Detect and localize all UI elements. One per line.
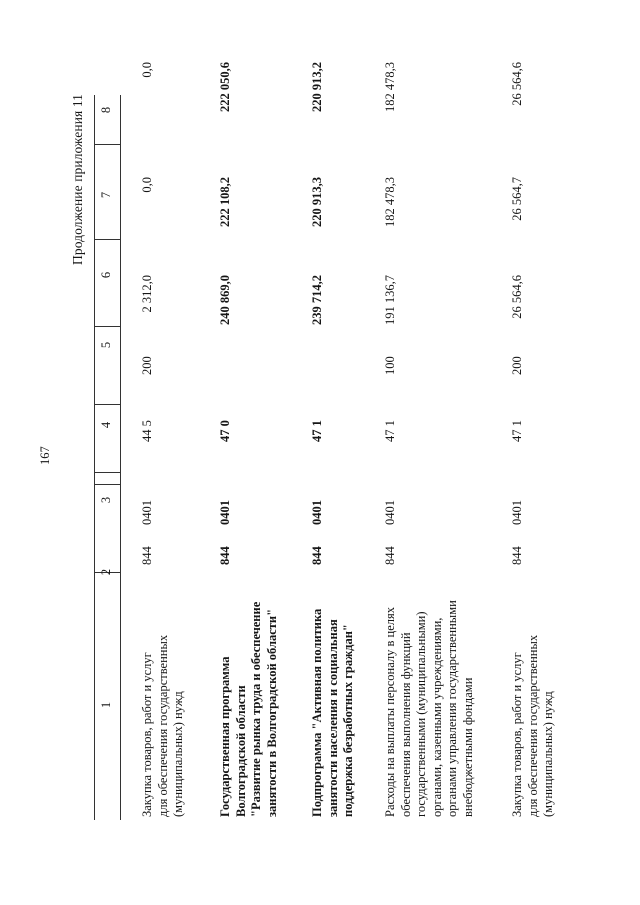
row-3-col4: 47 1 [310,420,324,442]
col-divider-6-7 [94,239,120,240]
row-2-col7: 222 108,2 [218,177,232,227]
table-top-border [94,95,95,820]
row-2-col3: 0401 [218,500,232,525]
row-5-col7: 26 564,7 [510,177,524,221]
col-header-2: 2 [99,568,113,576]
row-5-col5: 200 [510,356,524,375]
row-3-col2: 844 [310,546,324,565]
col-header-3: 3 [99,496,113,504]
row-4-col6: 191 136,7 [383,275,397,325]
row-2-col8: 222 050,6 [218,62,232,112]
row-2-col6: 240 869,0 [218,275,232,325]
col-header-6: 6 [99,271,113,279]
row-1-col2: 844 [140,546,154,565]
row-3-col6: 239 714,2 [310,275,324,325]
row-1-col6: 2 312,0 [140,275,154,313]
row-5-col3: 0401 [510,500,524,525]
row-3-col7: 220 913,3 [310,177,324,227]
col-divider-4-5 [94,404,120,405]
row-4-col8: 182 478,3 [383,62,397,112]
row-1-col7: 0,0 [140,177,154,193]
col-header-4: 4 [99,421,113,429]
row-5-col2: 844 [510,546,524,565]
row-1-col3: 0401 [140,500,154,525]
row-3-col3: 0401 [310,500,324,525]
row-1-col8: 0,0 [140,62,154,78]
col-divider-3-4 [94,472,120,473]
annex-caption: Продолжение приложения 11 [70,93,85,265]
row-4-col2: 844 [383,546,397,565]
row-4-col5: 100 [383,356,397,375]
col-divider-5-6 [94,326,120,327]
row-1-name: Закупка товаров, работ и услуг для обеспечения государственных (муниципальных) нужд [140,634,185,817]
col-divider-7-8 [94,144,120,145]
row-4-col7: 182 478,3 [383,177,397,227]
page-number: 167 [38,446,52,465]
row-3-col8: 220 913,2 [310,62,324,112]
row-1-col4: 44 5 [140,420,154,442]
col-header-7: 7 [99,191,113,199]
row-2-col4: 47 0 [218,420,232,442]
table-header-bottom-border [120,95,121,820]
row-1-col5: 200 [140,356,154,375]
row-5-col8: 26 564,6 [510,62,524,106]
row-2-col2: 844 [218,546,232,565]
col-header-1: 1 [99,701,113,709]
col-header-5: 5 [99,341,113,349]
row-4-col4: 47 1 [383,420,397,442]
row-4-name: Расходы на выплаты персоналу в целях обеспечения выполнения функций государственными (муниципальными) органами, казенными учреждениями, органами управления государственными внебюджетными фондами [383,600,475,817]
row-5-col6: 26 564,6 [510,275,524,319]
col-header-8: 8 [99,106,113,114]
row-2-name: Государственная программа Волгоградской области "Развитие рынка труда и обеспечение занятости в Волгоградской области" [218,601,279,817]
row-3-name: Подпрограмма "Активная политика занятости населения и социальная поддержка безработных граждан" [310,608,355,817]
row-4-col3: 0401 [383,500,397,525]
row-5-col4: 47 1 [510,420,524,442]
row-5-name: Закупка товаров, работ и услуг для обеспечения государственных (муниципальных) нужд [510,634,555,817]
